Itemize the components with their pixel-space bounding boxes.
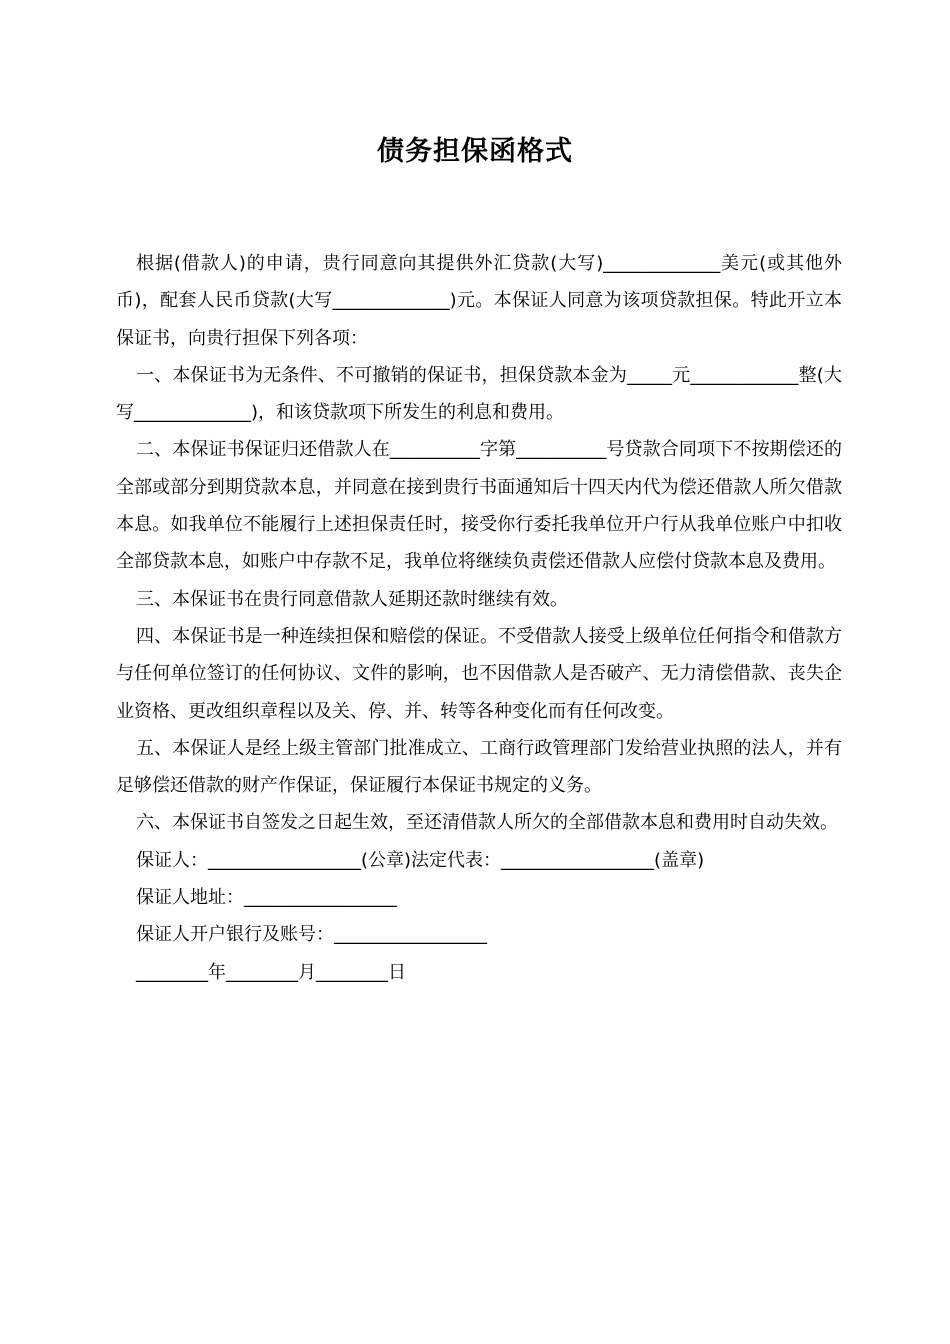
date-line: ________年________月________日	[136, 961, 406, 983]
guarantor-signature-line: 保证人：_________________(公章)法定代表：_________________(盖章)	[136, 849, 705, 871]
paragraph-clause-1: 一、本保证书为无条件、不可撤销的保证书，担保贷款本金为_____元____________整(大写_____________)，和该贷款项下所发生的利息和费用。	[116, 364, 842, 424]
paragraph-intro: 根据(借款人)的申请，贵行同意向其提供外汇贷款(大写)_____________美元(或其他外币)，配套人民币贷款(大写_____________)元。本保证人同意为该项贷款担保。特此开立本保证书，向贵行担保下列各项：	[116, 253, 842, 349]
paragraph-clause-2: 二、本保证书保证归还借款人在__________字第__________号贷款合同项下不按期偿还的全部或部分到期贷款本息，并同意在接到贵行书面通知后十四天内代为偿还借款人所欠借款本息。如我单位不能履行上述担保责任时，接受你行委托我单位开户行从我单位账户中扣收全部贷款本息，如账户中存款不足，我单位将继续负责偿还借款人应偿付贷款本息及费用。	[116, 439, 842, 573]
paragraph-clause-3: 三、本保证书在贵行同意借款人延期还款时继续有效。	[136, 588, 568, 610]
guarantor-bank-account-line: 保证人开户银行及账号：_________________	[136, 924, 487, 946]
document-title: 债务担保函格式	[377, 136, 573, 167]
paragraph-clause-6: 六、本保证书自签发之日起生效，至还清借款人所欠的全部借款本息和费用时自动失效。	[136, 812, 838, 834]
paragraph-clause-4: 四、本保证书是一种连续担保和赔偿的保证。不受借款人接受上级单位任何指令和借款方与任何单位签订的任何协议、文件的影响，也不因借款人是否破产、无力清偿借款、丧失企业资格、更改组织章程以及关、停、并、转等各种变化而有任何改变。	[116, 625, 842, 722]
guarantor-address-line: 保证人地址：_________________	[136, 887, 397, 909]
paragraph-clause-5: 五、本保证人是经上级主管部门批准成立、工商行政管理部门发给营业执照的法人，并有足够偿还借款的财产作保证，保证履行本保证书规定的义务。	[116, 737, 842, 797]
document-body	[116, 245, 842, 991]
